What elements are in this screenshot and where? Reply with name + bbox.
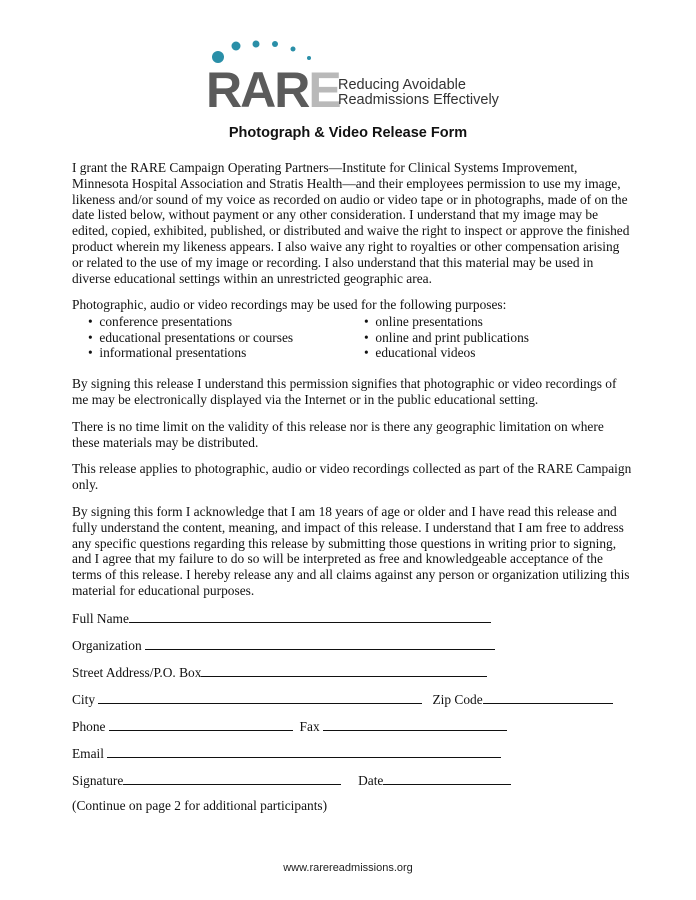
signature-row bbox=[72, 772, 511, 789]
organization-row bbox=[72, 637, 495, 654]
zip-field[interactable] bbox=[483, 691, 613, 704]
fax-label: Fax bbox=[299, 719, 320, 734]
list-item: • educational presentations or courses bbox=[88, 330, 293, 346]
street-address-row bbox=[72, 664, 487, 681]
full-name-label: Full Name bbox=[72, 611, 129, 626]
phone-row bbox=[72, 718, 507, 735]
tagline-line-1: Reducing Avoidable bbox=[338, 77, 466, 93]
fax-field[interactable] bbox=[323, 718, 507, 731]
list-item: • educational videos bbox=[364, 345, 529, 361]
time-limit-paragraph: There is no time limit on the validity of this release nor is there any geographic limitation on where these materials may be distributed. bbox=[72, 419, 604, 450]
purposes-intro: Photographic, audio or video recordings may be used for the following purposes: bbox=[72, 297, 507, 312]
phone-field[interactable] bbox=[109, 718, 293, 731]
list-item: • conference presentations bbox=[88, 314, 293, 330]
logo-dot bbox=[253, 41, 260, 48]
logo-wordmark bbox=[206, 62, 340, 118]
organization-label: Organization bbox=[72, 638, 142, 653]
grant-paragraph: I grant the RARE Campaign Operating Partners—Institute for Clinical Systems Improvement, Minnesota Hospital Association and Stratis Health—and their employees permission to use my image, likeness and/or sound of my voice as recorded on audio or video tape or in photographs, made of on the date listed below, without payment or any other consideration. I understand that my image may be edited, copied, exhibited, published, or distributed and waive the right to inspect or approve the finished product wherein my likeness appears. I also waive any right to royalties or other compensation arising or related to the use of my image or recording. I also understand that this material may be used in diverse educational settings within an unrestricted geographic area. bbox=[72, 160, 630, 286]
purposes-right-column bbox=[364, 314, 529, 361]
zip-label: Zip Code bbox=[432, 692, 483, 707]
signature-label: Signature bbox=[72, 773, 124, 788]
rare-logo bbox=[204, 40, 504, 118]
electronic-display-paragraph: By signing this release I understand this permission signifies that photographic or video recordings of me may be electronically displayed via the Internet or in the public educational setting. bbox=[72, 376, 617, 407]
footer-url[interactable]: www.rarereadmissions.org bbox=[283, 862, 413, 874]
full-name-field[interactable] bbox=[129, 610, 491, 623]
city-field[interactable] bbox=[98, 691, 422, 704]
logo-dot bbox=[307, 56, 311, 60]
city-row bbox=[72, 691, 613, 708]
logo-word-accent: E bbox=[308, 62, 340, 118]
tagline-line-2: Readmissions Effectively bbox=[338, 92, 499, 108]
logo-dot bbox=[232, 42, 241, 51]
city-label: City bbox=[72, 692, 96, 707]
list-item: • informational presentations bbox=[88, 345, 293, 361]
date-label: Date bbox=[358, 773, 384, 788]
purposes-left-column bbox=[88, 314, 293, 361]
acknowledgement-paragraph: By signing this form I acknowledge that I am 18 years of age or older and I have read this release and fully understand the content, meaning, and impact of this release. I understand that I am free to address any specific questions regarding this release by submitting those questions in writing prior to signing, and I agree that my failure to do so will be interpreted as free and knowledgeable acceptance of the terms of this release. I hereby release any and all claims against any person or organization utilizing this material for educational purposes. bbox=[72, 504, 630, 598]
list-item: • online presentations bbox=[364, 314, 529, 330]
email-row bbox=[72, 745, 501, 762]
continue-note: (Continue on page 2 for additional participants) bbox=[72, 798, 328, 813]
street-address-field[interactable] bbox=[201, 664, 487, 677]
logo-tagline bbox=[338, 78, 499, 108]
full-name-row bbox=[72, 610, 491, 627]
email-label: Email bbox=[72, 746, 104, 761]
list-item: • online and print publications bbox=[364, 330, 529, 346]
organization-field[interactable] bbox=[145, 637, 495, 650]
phone-label: Phone bbox=[72, 719, 106, 734]
street-address-label: Street Address/P.O. Box bbox=[72, 665, 202, 680]
logo-word-main: RAR bbox=[206, 62, 309, 118]
applies-paragraph: This release applies to photographic, audio or video recordings collected as part of the RARE Campaign only. bbox=[72, 461, 632, 492]
signature-field[interactable] bbox=[123, 772, 341, 785]
form-title: Photograph & Video Release Form bbox=[228, 125, 468, 141]
date-field[interactable] bbox=[383, 772, 511, 785]
logo-dot bbox=[291, 47, 296, 52]
logo-dot bbox=[272, 41, 278, 47]
email-field[interactable] bbox=[107, 745, 501, 758]
